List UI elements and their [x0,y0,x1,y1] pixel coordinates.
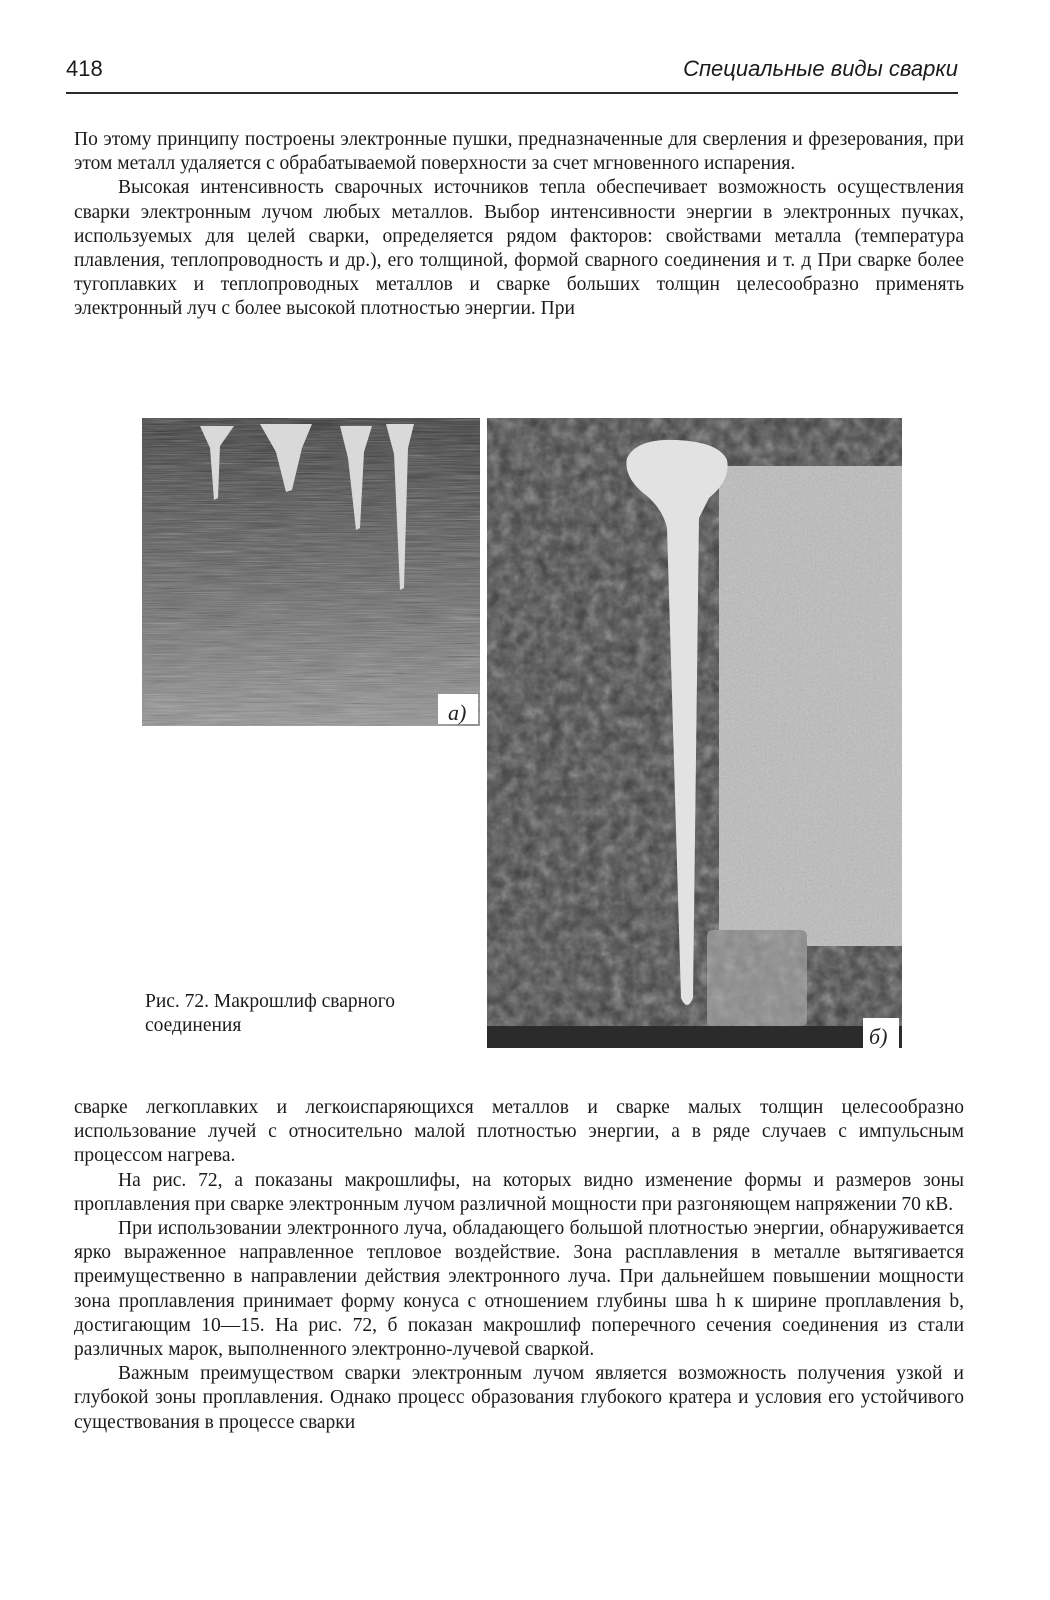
header-rule [66,92,958,94]
body-text-top [74,128,964,322]
running-title: Специальные виды сварки [683,56,958,81]
figure-caption: Рис. 72. Макрошлиф сварного соединения [145,991,396,1036]
paragraph: Высокая интенсивность сварочных источников тепла обеспечивает возможность осуществления сварки электронным лучом любых металлов. Выбор интенсивности энергии в электронных пучках, используемых для целей сварки, определяется рядом факторов: свойствами металла (температура плавления, теплопроводность и др.), его толщиной, формой сварного соединения и т. д При сварке более тугоплавких и теплопроводных металлов и сварке больших толщин целесообразно применять электронный луч с более высокой плотностью энергии. При [74,177,964,320]
paragraph: сварке легкоплавких и легкоиспаряющихся металлов и сварке малых толщин целесообразно использование лучей с относительно малой плотностью энергии, а в ряде случаев с импульсным процессом нагрева. [74,1097,964,1167]
photo-label-a: а) [448,700,467,725]
macrosection-photo-b [487,418,902,1048]
body-text-bottom [74,1096,964,1435]
paragraph: По этому принципу построены электронные пушки, предназначенные для сверления и фрезерования, при этом металл удаляется с обрабатываемой поверхности за счет мгновенного испарения. [74,129,964,175]
page-header [66,50,958,94]
photo-label-b: б) [869,1024,888,1048]
paragraph: При использовании электронного луча, обладающего большой плотностью энергии, обнаруживается ярко выраженное направленное тепловое воздействие. Зона расплавления в металле вытягивается преимущественно в направлении действия электронного луча. При дальнейшем повышении мощности зона проплавления принимает форму конуса с отношением глубины шва h к ширине проплавления b, достигающим 10—15. На рис. 72, б показан макрошлиф поперечного сечения соединения из стали различных марок, выполненного электронно-лучевой сваркой. [74,1218,964,1361]
page-number: 418 [66,56,103,81]
macrosection-photo-a [142,418,480,726]
paragraph: На рис. 72, а показаны макрошлифы, на которых видно изменение формы и размеров зоны проплавления при сварке электронным лучом различной мощности при разгоняющем напряжении 70 кВ. [74,1169,964,1215]
paragraph: Важным преимуществом сварки электронным лучом является возможность получения узкой и глубокой зоны проплавления. Однако процесс образования глубокого кратера и условия его устойчивого существования в процессе сварки [74,1363,964,1433]
